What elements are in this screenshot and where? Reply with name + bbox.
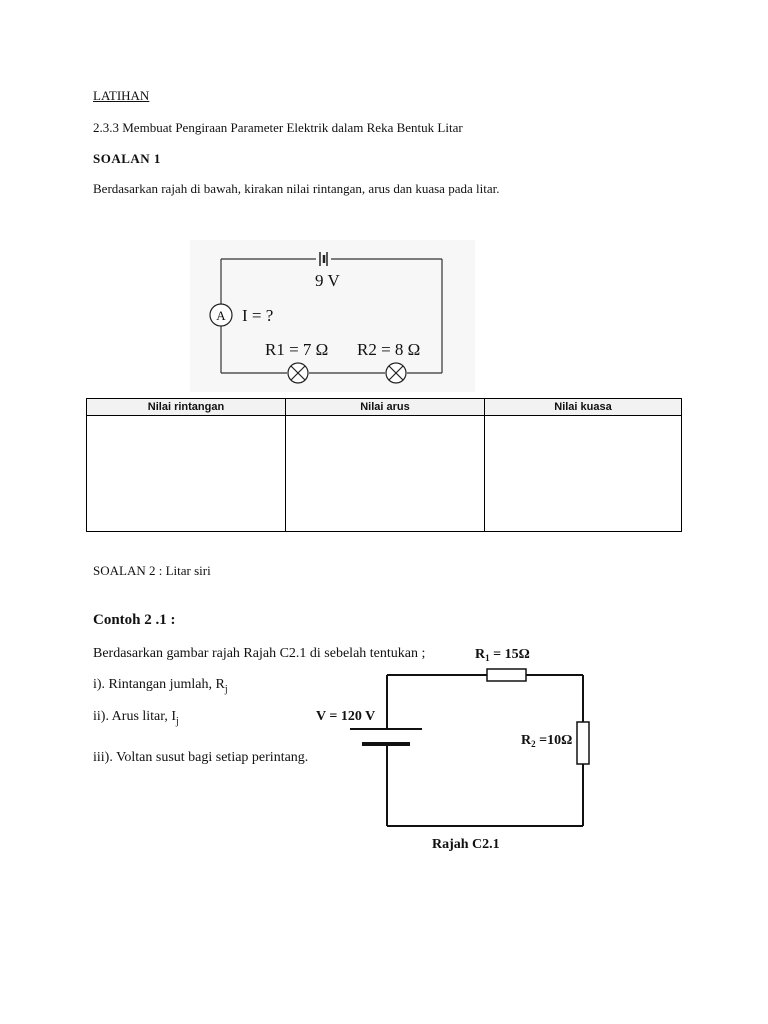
- r2-subscript: 2: [531, 739, 536, 749]
- r1-label: R: [475, 647, 486, 662]
- table-row: [87, 416, 682, 532]
- circuit-2-r2: [521, 733, 572, 749]
- circuit-1-background: [190, 240, 475, 392]
- circuit-1-r2: R2 = 8 Ω: [357, 340, 421, 359]
- battery-icon: [350, 729, 422, 744]
- circuit-2-diagram: [300, 630, 610, 860]
- circuit-1-diagram: [190, 240, 475, 392]
- table-header-cell: Nilai kuasa: [485, 399, 682, 416]
- table-header-row: [87, 399, 682, 416]
- subtopic-title: 2.3.3 Membuat Pengiraan Parameter Elektrik dalam Reka Bentuk Litar: [93, 120, 463, 135]
- circuit-2-voltage: V = 120 V: [316, 709, 376, 724]
- question-1-instruction: Berdasarkan rajah di bawah, kirakan nilai rintangan, arus dan kuasa pada litar.: [93, 181, 500, 196]
- answer-cell[interactable]: [286, 416, 485, 532]
- question-2-title: SOALAN 2 : Litar siri: [93, 563, 211, 578]
- lamp-icon: [288, 363, 308, 383]
- item-1-subscript: j: [224, 683, 228, 695]
- example-intro: Berdasarkan gambar rajah Rajah C2.1 di sebelah tentukan ;: [93, 646, 426, 661]
- lamp-icon: [386, 363, 406, 383]
- answer-table: [86, 398, 682, 532]
- answer-cell[interactable]: [87, 416, 286, 532]
- example-title: Contoh 2 .1 :: [93, 612, 176, 628]
- circuit-1-current: I = ?: [242, 306, 274, 325]
- example-item-3: iii). Voltan susut bagi setiap perintang.: [93, 750, 309, 765]
- table-header-cell: Nilai rintangan: [87, 399, 286, 416]
- answer-cell[interactable]: [485, 416, 682, 532]
- r1-subscript: 1: [485, 653, 490, 663]
- resistor-r1-icon: [487, 669, 526, 681]
- r1-value: = 15Ω: [489, 647, 530, 662]
- item-2-subscript: j: [176, 715, 179, 727]
- r2-value: =10Ω: [535, 733, 573, 748]
- r2-label: R: [521, 733, 532, 748]
- circuit-1-r1: R1 = 7 Ω: [265, 340, 329, 359]
- example-item-1: [93, 677, 228, 695]
- circuit-2-caption: Rajah C2.1: [432, 837, 500, 852]
- circuit-1-voltage: 9 V: [315, 271, 340, 290]
- example-item-2: [93, 709, 179, 727]
- item-2-text: ii). Arus litar, I: [93, 709, 177, 724]
- question-1-title: SOALAN 1: [93, 151, 161, 166]
- table-header-cell: Nilai arus: [286, 399, 485, 416]
- ammeter-label: A: [216, 308, 226, 323]
- resistor-r2-icon: [577, 722, 589, 764]
- item-1-text: i). Rintangan jumlah, R: [93, 677, 225, 692]
- page-heading: LATIHAN: [93, 88, 150, 103]
- circuit-2-r1: [475, 647, 530, 663]
